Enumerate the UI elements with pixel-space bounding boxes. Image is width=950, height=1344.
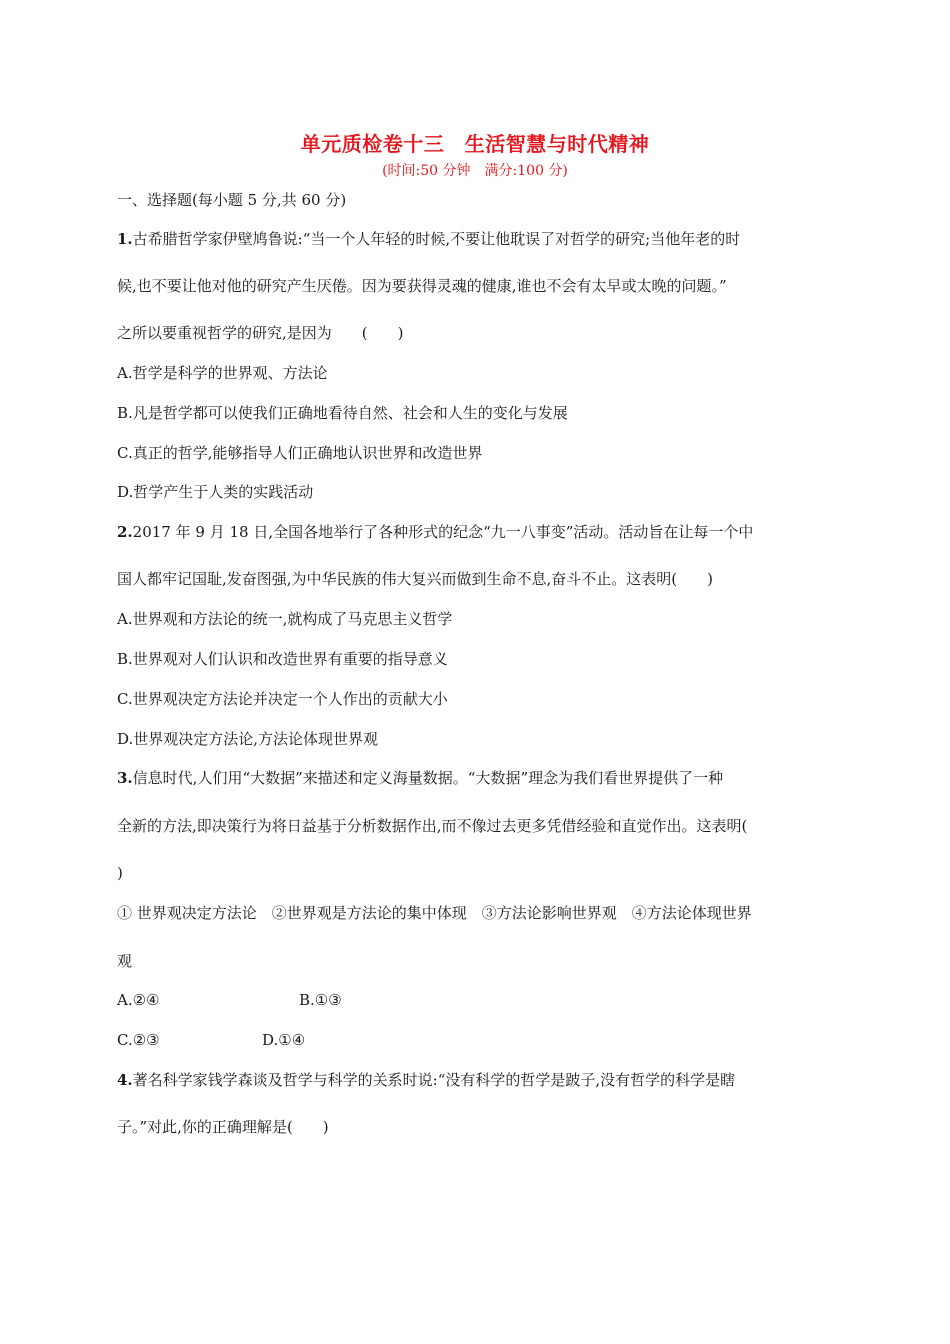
exam-info: (时间:50 分钟 满分:100 分) <box>382 163 568 179</box>
question-3-option-c: C.②③ <box>117 1031 160 1049</box>
question-3-option-b: B.①③ <box>299 991 342 1009</box>
question-1-line-2: 候,也不要让他对他的研究产生厌倦。因为要获得灵魂的健康,谁也不会有太早或太晚的问题。” <box>117 277 727 295</box>
question-number: 4. <box>117 1071 133 1089</box>
question-1-option-c: C.真正的哲学,能够指导人们正确地认识世界和改造世界 <box>117 444 483 462</box>
question-text: 古希腊哲学家伊壁鸠鲁说:“当一个人年轻的时候,不要让他耽误了对哲学的研究;当他年老的时 <box>132 230 741 248</box>
question-text: 2017 年 9 月 18 日,全国各地举行了各种形式的纪念“九一八事变”活动。活动旨在让每一个中 <box>132 523 754 541</box>
question-1-option-a: A.哲学是科学的世界观、方法论 <box>117 364 328 382</box>
question-3-line-3: ) <box>117 864 123 882</box>
question-text: 信息时代,人们用“大数据”来描述和定义海量数据。“大数据”理念为我们看世界提供了一种 <box>132 769 724 787</box>
question-1-option-d: D.哲学产生于人类的实践活动 <box>117 483 314 501</box>
question-text: 著名科学家钱学森谈及哲学与科学的关系时说:“没有科学的哲学是跛子,没有哲学的科学是瞎 <box>132 1071 736 1089</box>
question-4-line-2: 子。”对此,你的正确理解是( ) <box>117 1118 329 1136</box>
question-2-option-d: D.世界观决定方法论,方法论体现世界观 <box>117 730 379 748</box>
section-heading: 一、选择题(每小题 5 分,共 60 分) <box>117 191 347 209</box>
question-3-line-2: 全新的方法,即决策行为将日益基于分析数据作出,而不像过去更多凭借经验和直觉作出。这表明( <box>117 817 748 835</box>
question-number: 2. <box>117 523 133 541</box>
question-2-option-b: B.世界观对人们认识和改造世界有重要的指导意义 <box>117 650 448 668</box>
question-3-line-1 <box>117 768 723 788</box>
page-title: 单元质检卷十三 生活智慧与时代精神 <box>300 132 650 156</box>
question-1-line-3: 之所以要重视哲学的研究,是因为 ( ) <box>117 324 404 342</box>
question-2-line-2: 国人都牢记国耻,发奋图强,为中华民族的伟大复兴而做到生命不息,奋斗不止。这表明( ) <box>117 570 714 588</box>
question-3-option-d: D.①④ <box>262 1031 306 1049</box>
question-2-line-1 <box>117 522 753 542</box>
question-3-option-a: A.②④ <box>117 991 160 1009</box>
question-number: 1. <box>117 230 133 248</box>
question-number: 3. <box>117 769 133 787</box>
question-2-option-a: A.世界观和方法论的统一,就构成了马克思主义哲学 <box>117 610 453 628</box>
question-1-line-1 <box>117 229 740 249</box>
question-3-statements-2: 观 <box>117 952 133 970</box>
question-3-statements-1: ① 世界观决定方法论 ②世界观是方法论的集中体现 ③方法论影响世界观 ④方法论体现世界 <box>117 904 752 922</box>
question-4-line-1 <box>117 1070 735 1090</box>
question-2-option-c: C.世界观决定方法论并决定一个人作出的贡献大小 <box>117 690 448 708</box>
question-1-option-b: B.凡是哲学都可以使我们正确地看待自然、社会和人生的变化与发展 <box>117 404 568 422</box>
